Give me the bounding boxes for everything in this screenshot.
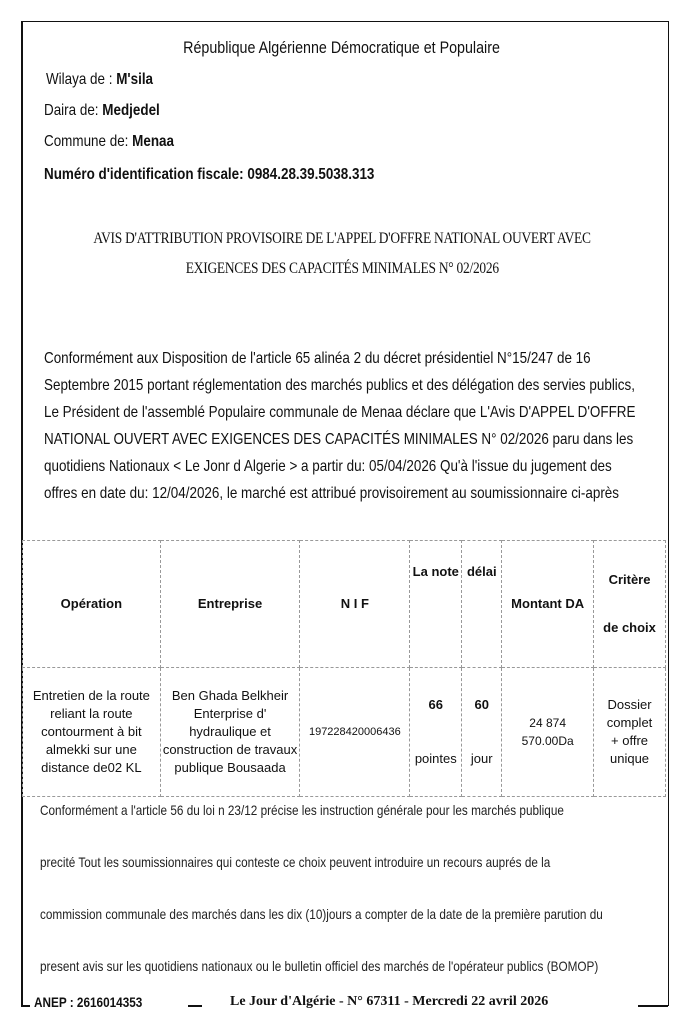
cell-critere: Dossier complet + offre unique <box>594 668 666 797</box>
nif-line: Numéro d'identification fiscale: 0984.28.39.5038.313 <box>44 166 375 183</box>
attribution-table <box>22 540 666 797</box>
critere-label: Critère <box>608 572 651 587</box>
header-operation: Opération <box>23 541 161 668</box>
cell-nif: 197228420006436 <box>300 668 410 797</box>
closing-line: commission communale des marchés dans les dix (10)jours a compter de la date de la première parution du <box>40 906 603 922</box>
republic-heading: République Algérienne Démocratique et Populaire <box>183 38 501 57</box>
publication-footer: Le Jour d'Algérie - N° 67311 - Mercredi 22 avril 2026 <box>226 994 552 1010</box>
intro-line: Conformément aux Disposition de l'article 65 alinéa 2 du décret présidentiel N°15/247 de 16 <box>44 350 591 367</box>
notice-title-line1: AVIS D'ATTRIBUTION PROVISOIRE DE L'APPEL D'OFFRE NATIONAL OUVERT AVEC <box>93 230 591 247</box>
anep-reference: ANEP : 2616014353 <box>30 994 167 1010</box>
border-bottom-mid <box>188 1005 202 1007</box>
intro-line: NATIONAL OUVERT AVEC EXIGENCES DES CAPACITÉS MINIMALES N° 02/2026 paru dans les <box>44 431 634 448</box>
critere-label: de choix <box>603 620 656 635</box>
header-critere <box>594 541 666 668</box>
intro-line: Le Président de l'assemblé Populaire communale de Menaa déclare que L'Avis D'APPEL D'OFFRE <box>44 404 636 421</box>
closing-line: Conformément a l'article 56 du loi n 23/12 précise les instruction générale pour les marchés publique <box>40 802 564 818</box>
closing-line: present avis sur les quotidiens nationaux ou le bulletin officiel des marchés de l'opérateur publics (BOMOP) <box>40 958 599 974</box>
cell-operation: Entretien de la route reliant la route contourment à bit almekki sur une distance de02 KL <box>23 668 161 797</box>
cell-montant: 24 874 570.00Da <box>502 668 594 797</box>
header-montant: Montant DA <box>502 541 594 668</box>
header-note: La note <box>410 541 462 668</box>
intro-line: offres en date du: 12/04/2026, le marché est attribué provisoirement au soumissionnaire ci-après <box>44 485 620 502</box>
intro-line: quotidiens Nationaux < Le Jonr d Algerie > a partir du: 05/04/2026 Qu'à l'issue du jugement des <box>44 458 612 475</box>
border-bottom-right <box>638 1005 668 1007</box>
commune-line: Commune de: Menaa <box>44 133 174 150</box>
cell-entreprise: Ben Ghada Belkheir Enterprise d' hydraulique et construction de travaux publique Bousaada <box>160 668 300 797</box>
intro-line: Septembre 2015 portant réglementation des marchés publics et des délégation des servies publics, <box>44 377 635 394</box>
header-entreprise: Entreprise <box>160 541 300 668</box>
wilaya-line: Wilaya de : M'sila <box>46 71 154 88</box>
daira-line: Daira de: Medjedel <box>44 102 160 119</box>
notice-title-line2: EXIGENCES DES CAPACITÉS MINIMALES N° 02/2026 <box>185 260 499 277</box>
table-header-row <box>23 541 666 668</box>
header-nif: N I F <box>300 541 410 668</box>
cell-note: 66 pointes <box>410 668 462 797</box>
cell-delai: 60 jour <box>462 668 502 797</box>
closing-line: precité Tout les soumissionnaires qui conteste ce choix peuvent introduire un recours auprés de la <box>40 854 551 870</box>
table-row <box>23 668 666 797</box>
header-delai: délai <box>462 541 502 668</box>
